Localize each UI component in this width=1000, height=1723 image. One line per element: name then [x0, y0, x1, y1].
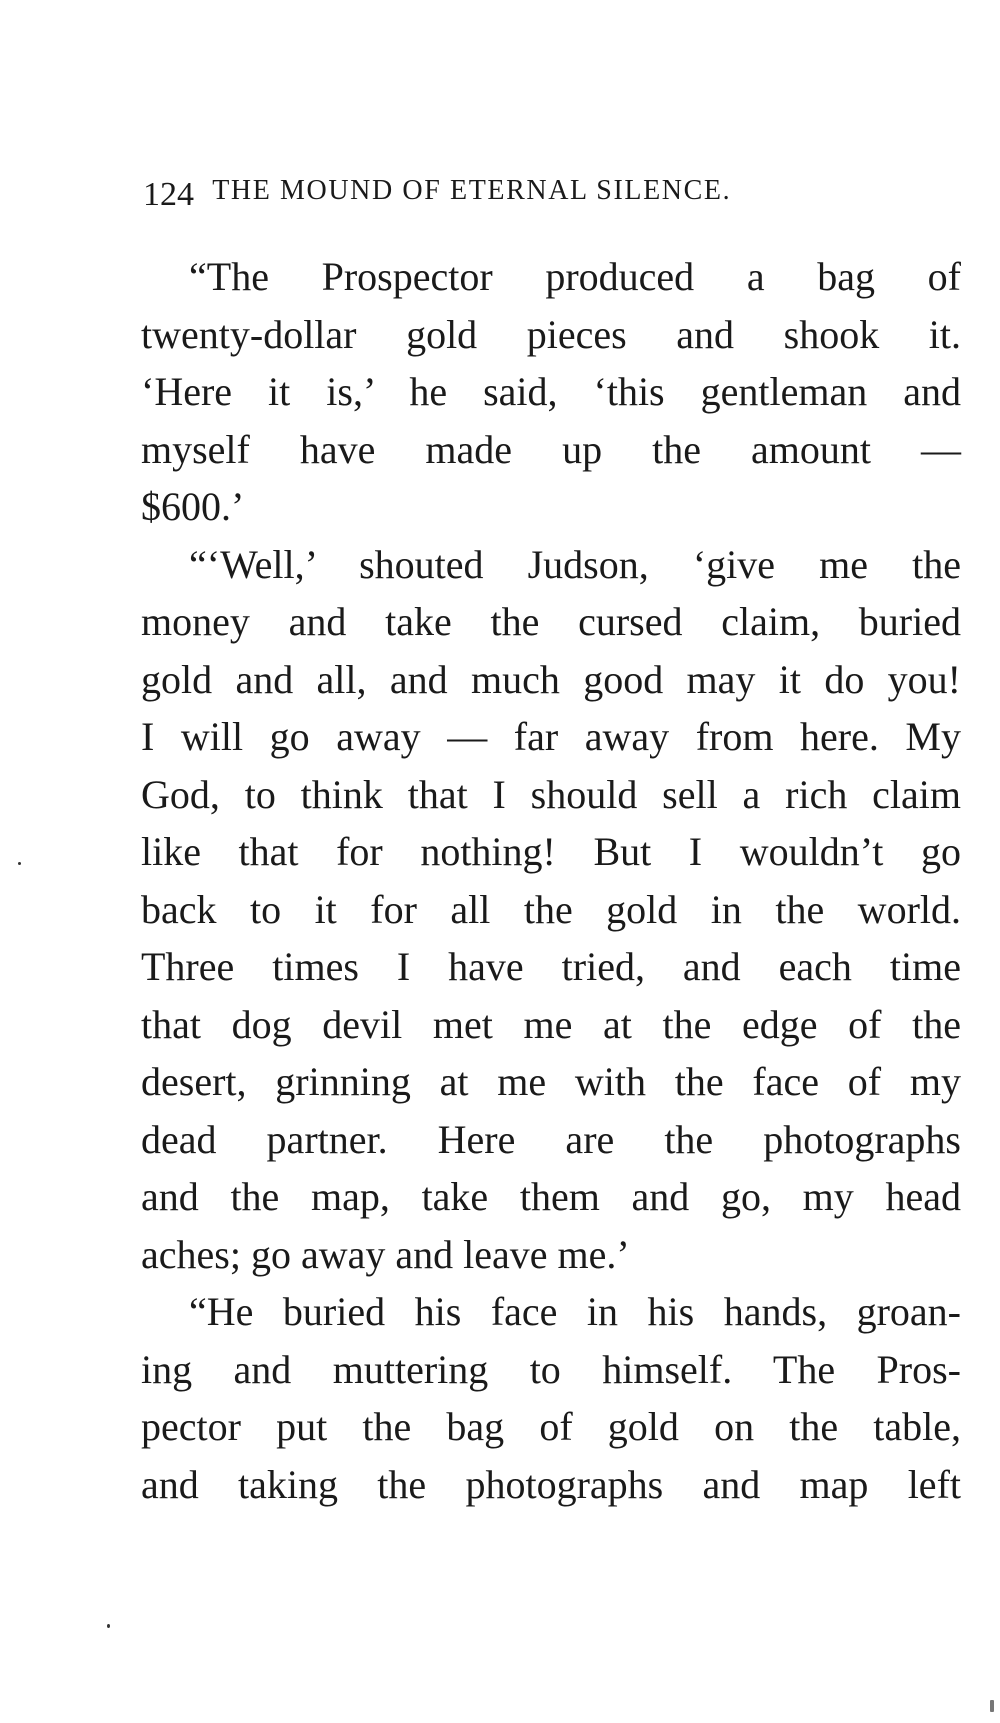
text-line: ‘Here it is,’ he said, ‘this gentleman and — [141, 369, 961, 414]
text-line: $600.’ — [141, 484, 245, 529]
text-line: Three times I have tried, and each time — [141, 944, 961, 989]
text-line: back to it for all the gold in the world. — [141, 886, 961, 932]
running-header — [143, 170, 973, 213]
body-text — [141, 248, 961, 1513]
text-line: and the map, take them and go, my head — [141, 1174, 961, 1219]
text-line: dead partner. Here are the photographs — [141, 1116, 961, 1162]
scan-speck — [107, 1624, 110, 1628]
text-line: “The Prospector produced a bag of — [189, 254, 961, 299]
text-line: God, to think that I should sell a rich claim — [141, 771, 961, 817]
text-line: gold and all, and much good may it do you! — [141, 656, 961, 702]
text-line: “He buried his face in his hands, groan- — [189, 1289, 961, 1334]
scan-speck — [18, 862, 21, 865]
text-line: twenty-dollar gold pieces and shook it. — [141, 311, 961, 357]
text-line: pector put the bag of gold on the table, — [141, 1404, 961, 1449]
text-line: “‘Well,’ shouted Judson, ‘give me the — [189, 541, 961, 587]
text-line: myself have made up the amount — — [141, 426, 961, 472]
text-line: like that for nothing! But I wouldn’t go — [141, 829, 961, 874]
text-line: and taking the photographs and map left — [141, 1461, 961, 1507]
text-line: ing and muttering to himself. The Pros- — [141, 1346, 961, 1392]
page-number: 124 — [143, 176, 194, 213]
text-line: I will go away — far away from here. My — [141, 714, 961, 759]
running-title: THE MOUND OF ETERNAL SILENCE. — [212, 175, 732, 206]
scan-speck — [990, 1700, 994, 1712]
text-line: money and take the cursed claim, buried — [141, 599, 961, 644]
text-line: aches; go away and leave me.’ — [141, 1231, 630, 1277]
text-line: desert, grinning at me with the face of my — [141, 1059, 961, 1104]
text-line: that dog devil met me at the edge of the — [141, 1001, 961, 1047]
